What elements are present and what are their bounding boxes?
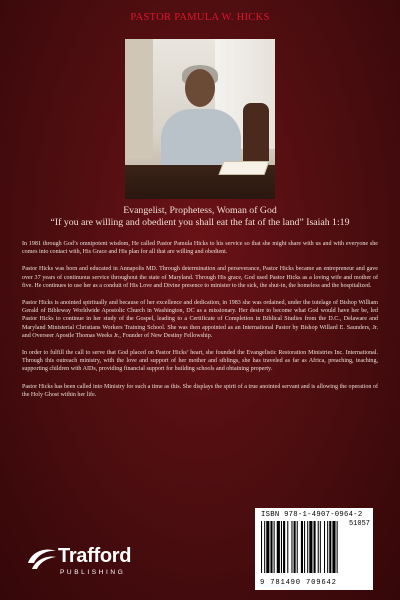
tagline-scripture: “If you are willing and obedient you shall eat the fat of the land” Isaiah 1:19 [50, 217, 350, 228]
barcode-bar [283, 521, 285, 573]
barcode-bar [304, 521, 305, 573]
barcode-bar [307, 521, 308, 573]
isbn-barcode [255, 508, 373, 590]
author-photo [125, 39, 275, 199]
barcode-bar [324, 521, 325, 573]
barcode-bar [287, 521, 288, 573]
barcode-bar [277, 521, 280, 573]
barcode-bar [270, 521, 272, 573]
barcode-bar [329, 521, 331, 573]
barcode-bars [261, 521, 367, 573]
barcode-bar [320, 521, 321, 573]
biography-text [22, 240, 378, 408]
publisher-sub: PUBLISHING [60, 569, 126, 576]
barcode-bar [318, 521, 319, 573]
barcode-bar [332, 521, 335, 573]
barcode-bar [337, 521, 338, 573]
barcode-bar [274, 521, 275, 573]
tagline-titles: Evangelist, Prophetess, Woman of God [123, 205, 277, 216]
trafford-swoosh-icon [26, 545, 58, 573]
barcode-bar [314, 521, 316, 573]
biography-paragraph: Pastor Hicks has been called into Ministry for such a time as this. She displays the spirit of a true anointed servant and is allowing the operation of the Holy Ghost within her life. [22, 383, 378, 398]
barcode-bar [261, 521, 262, 573]
barcode-bar [291, 521, 292, 573]
tagline [0, 205, 400, 229]
barcode-bar [297, 521, 298, 573]
barcode-digits: 9 781490 709642 [260, 579, 337, 587]
barcode-bar [266, 521, 269, 573]
price-code: 51057 [348, 520, 370, 528]
barcode-bar [264, 521, 265, 573]
photo-figure-head [185, 69, 215, 107]
biography-paragraph: In order to fulfill the call to serve that God placed on Pastor Hicks’ heart, she founded the Evangelistic Restoration Ministries Inc. International. Through this outreach ministry, with the love and support of her mother and siblings, she has traveled as far as Africa, preaching, teaching, supporting children with AIDs, providing financial support for building schools and obtaining property. [22, 350, 378, 373]
biography-paragraph: Pastor Hicks is anointed spiritually and because of her excellence and dedication, in 1983 she was ordained, under the tutelage of Bishop William Gerald of Bibleway Worldwide Apostolic Church in Washington, DC as a missionary. Her desire to become what God would have her be, led Pastor Hicks to continue in her study of the Gospel, leading to a Certificate of Completion in Biblical Studies from the D.C., Delaware and Maryland Ministerial Christians Workers Training School. She was then appointed as an International Pastor by Bishop Willard E. Saunders, Jr. and Overseer Apostle Thomas Weeks Jr., Founder of New Destiny Fellowship. [22, 300, 378, 339]
barcode-bar [327, 521, 328, 573]
isbn-label: ISBN 978-1-4907-0964-2 [261, 511, 363, 519]
photo-chair [243, 103, 269, 165]
author-name: PASTOR PAMULA W. HICKS [130, 12, 270, 23]
publisher-name: Trafford [58, 545, 132, 567]
publisher-logo [26, 543, 156, 583]
biography-paragraph: In 1981 through God’s omnipotent wisdom, He called Pastor Pamula Hicks to his service so that she might share with us and with everyone she comes into contact with, His Grace and His plan for all that are willing and obedient. [22, 241, 378, 256]
photo-curtain [125, 39, 153, 159]
barcode-bar [281, 521, 282, 573]
barcode-bar [309, 521, 312, 573]
photo-book [218, 161, 269, 175]
barcode-bar [301, 521, 303, 573]
biography-paragraph: Pastor Hicks was born and educated in Annapolis MD. Through determination and perseverance, Pastor Hicks became an entrepreneur and gave over 37 years of continuous service throughout the state of Maryland. Through His grace, God used Pastor Hicks as a loving wife and mother of five. He continues to use her as a conduit of His Love and Divine presence to minister to the sick, the shut-in, the homeless and the hospitalized. [22, 266, 378, 289]
barcode-bar [294, 521, 296, 573]
